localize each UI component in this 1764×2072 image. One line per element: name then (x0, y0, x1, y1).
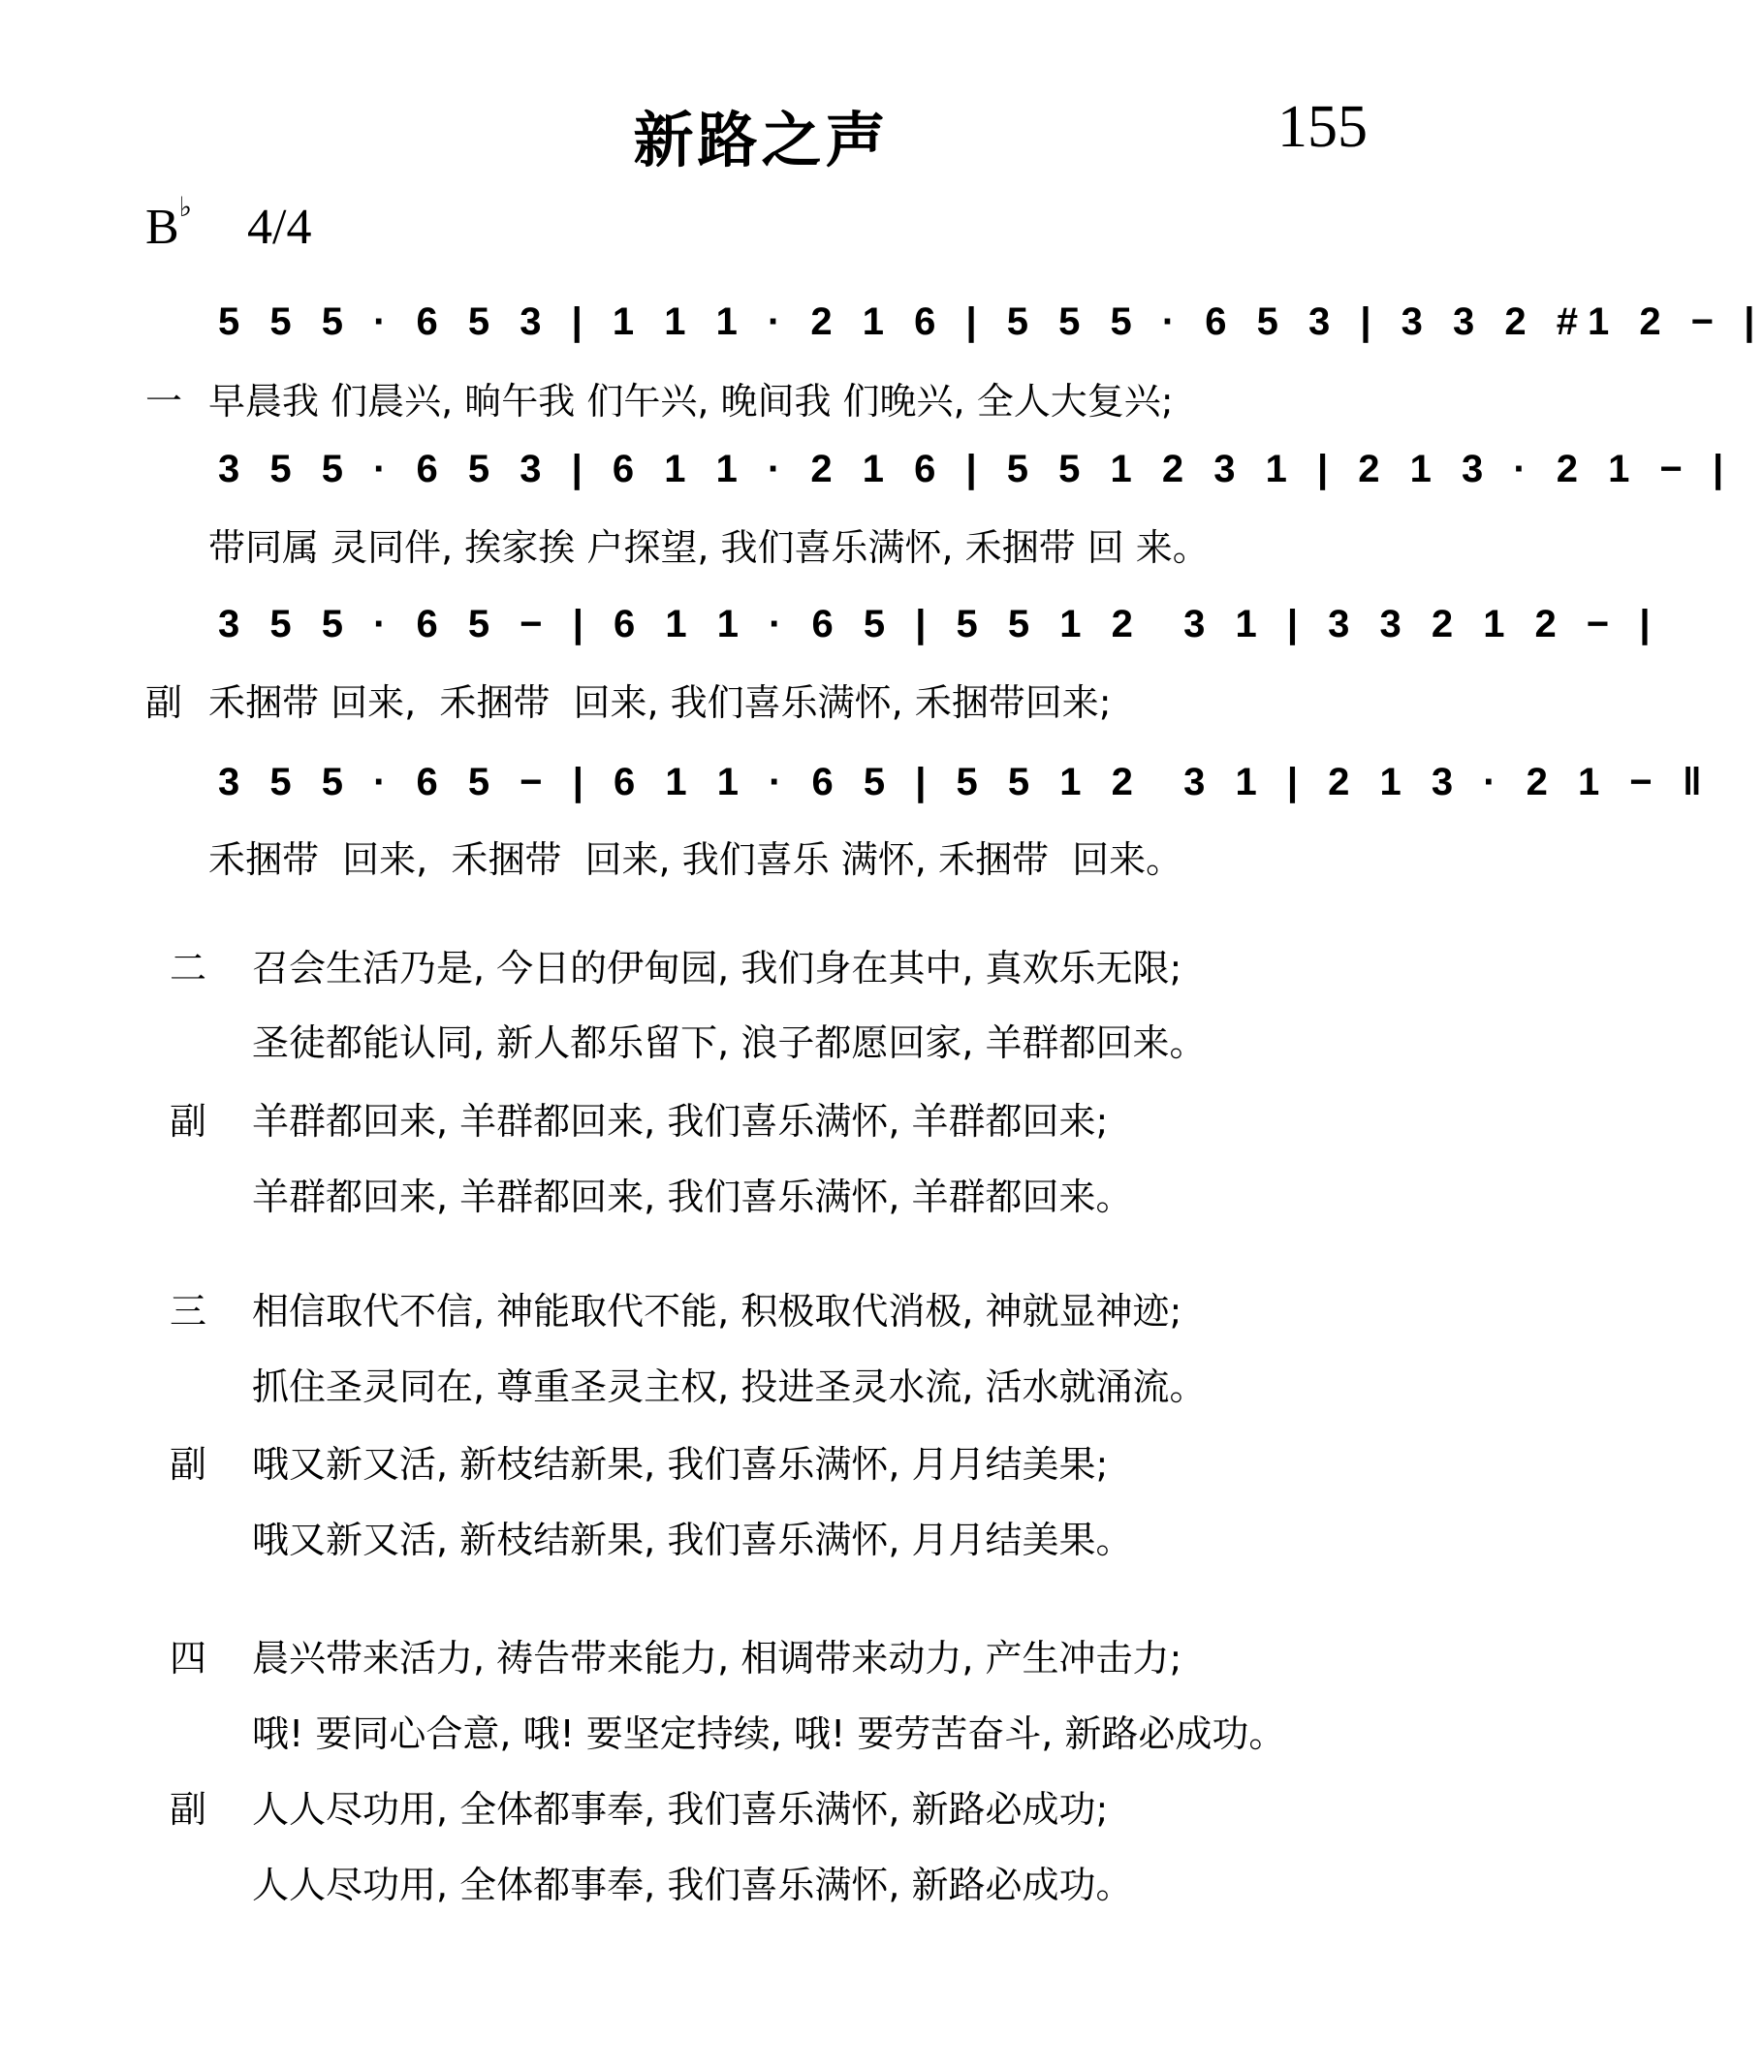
chorus-label: 副 (170, 1788, 207, 1831)
chorus-line: 人人尽功用, 全体都事奉, 我们喜乐满怀, 新路必成功。 (252, 1864, 1133, 1906)
verse-number: 三 (170, 1290, 207, 1333)
stanza-line: 抓住圣灵同在, 尊重圣灵主权, 投进圣灵水流, 活水就涌流。 (252, 1366, 1207, 1408)
stanza-line: 晨兴带来活力, 祷告带来能力, 相调带来动力, 产生冲击力; (252, 1637, 1182, 1680)
chorus-line: 羊群都回来, 羊群都回来, 我们喜乐满怀, 羊群都回来; (252, 1100, 1109, 1143)
music-line: 3 5 5 · 6 5 − | 6 1 1 · 6 5 | 5 5 1 2 3 1 | 3 3 2 1 2 − | (218, 603, 1660, 645)
lyric-line: 禾捆带 回来, 禾捆带 回来, 我们喜乐 满怀, 禾捆带 回来。 (208, 838, 1183, 881)
chorus-label: 副 (170, 1100, 207, 1143)
key-letter: B (145, 200, 179, 255)
time-signature: 4/4 (247, 200, 312, 255)
stanza-line: 召会生活乃是, 今日的伊甸园, 我们身在其中, 真欢乐无限; (252, 947, 1182, 989)
chorus-label: 副 (170, 1443, 207, 1486)
chorus-label: 副 (145, 681, 183, 724)
stanza-line: 相信取代不信, 神能取代不能, 积极取代消极, 神就显神迹; (252, 1290, 1182, 1333)
music-line: 3 5 5 · 6 5 3 | 6 1 1 · 2 1 6 | 5 5 1 2 3 1 | 2 1 3 · 2 1 − | (218, 448, 1734, 490)
chorus-line: 哦又新又活, 新枝结新果, 我们喜乐满怀, 月月结美果。 (252, 1519, 1133, 1561)
chorus-line: 哦又新又活, 新枝结新果, 我们喜乐满怀, 月月结美果; (252, 1443, 1109, 1486)
key-signature (145, 193, 192, 256)
lyric-line: 早晨我 们晨兴, 晌午我 们午兴, 晚间我 们晚兴, 全人大复兴; (208, 380, 1174, 423)
chorus-line: 羊群都回来, 羊群都回来, 我们喜乐满怀, 羊群都回来。 (252, 1176, 1133, 1218)
flat-sign: ♭ (178, 193, 192, 223)
verse-number: 一 (145, 380, 183, 423)
chorus-line: 人人尽功用, 全体都事奉, 我们喜乐满怀, 新路必成功; (252, 1788, 1109, 1831)
hymn-number: 155 (1277, 94, 1368, 160)
music-line: 5 5 5 · 6 5 3 | 1 1 1 · 2 1 6 | 5 5 5 · 6 5 3 | 3 3 2 #1 2 − | (218, 300, 1764, 343)
verse-number: 四 (170, 1637, 207, 1680)
stanza-line: 哦! 要同心合意, 哦! 要坚定持续, 哦! 要劳苦奋斗, 新路必成功。 (252, 1712, 1286, 1755)
verse-number: 二 (170, 947, 207, 989)
lyric-line: 禾捆带 回来, 禾捆带 回来, 我们喜乐满怀, 禾捆带回来; (208, 681, 1112, 724)
music-line: 3 5 5 · 6 5 − | 6 1 1 · 6 5 | 5 5 1 2 3 1 | 2 1 3 · 2 1 − ‖ (218, 761, 1712, 803)
lyric-line: 带同属 灵同伴, 挨家挨 户探望, 我们喜乐满怀, 禾捆带 回 来。 (208, 526, 1210, 569)
stanza-line: 圣徒都能认同, 新人都乐留下, 浪子都愿回家, 羊群都回来。 (252, 1021, 1207, 1064)
page-title: 新路之声 (633, 105, 890, 175)
